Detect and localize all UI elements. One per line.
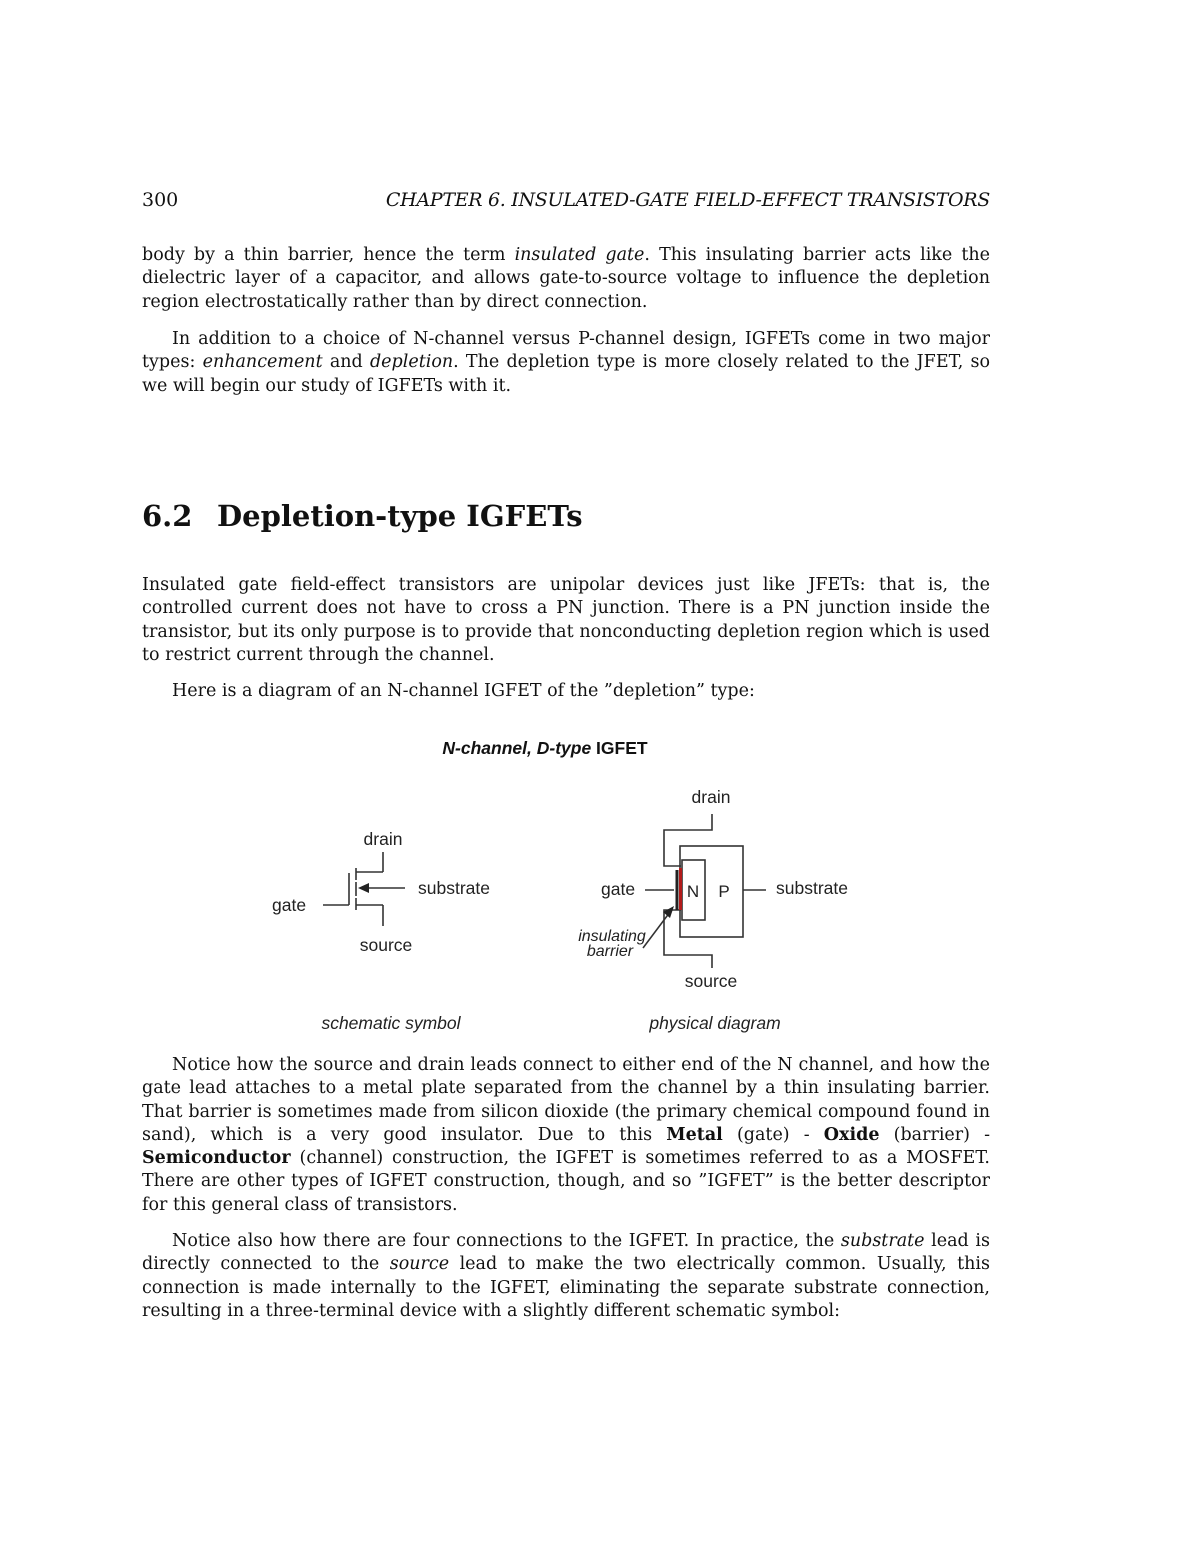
- intro-paragraph-1: body by a thin barrier, hence the term insulated gate. This insulating barrier acts like the dielectric layer of a capacitor, and allows gate-to-source voltage to influence the depletion region electrostatically rather than by direct connection.: [142, 245, 990, 312]
- barrier-label: barrier: [586, 943, 634, 960]
- body-paragraph-4: Notice also how there are four connections to the IGFET. In practice, the substrate lead is directly connected to the source lead to make the two electrically common. Usually, this connection is made internally to the IGFET, eliminating the separate substrate connection, resulting in a three-terminal device with a slightly different schematic symbol:: [142, 1231, 990, 1321]
- schematic-arrow-icon: [358, 883, 369, 893]
- term-substrate: substrate: [840, 1231, 925, 1251]
- schematic-caption: schematic symbol: [321, 1013, 461, 1033]
- p-region-label: P: [718, 882, 730, 901]
- term-depletion: depletion: [369, 352, 454, 373]
- section-title-text: Depletion-type IGFETs: [217, 499, 583, 533]
- physical-gate-label: gate: [601, 879, 636, 899]
- schematic-gate-label: gate: [272, 895, 307, 915]
- physical-caption: physical diagram: [649, 1013, 781, 1033]
- schematic-source-label: source: [359, 935, 413, 955]
- physical-source-label: source: [684, 971, 738, 991]
- insulating-label: insulating: [578, 928, 646, 945]
- body-paragraph-2: Here is a diagram of an N-channel IGFET of the ”depletion” type:: [172, 681, 755, 701]
- mos-semiconductor: Semiconductor: [142, 1148, 291, 1169]
- physical-diagram: [643, 814, 766, 968]
- schematic-symbol: [323, 852, 405, 926]
- schematic-substrate-label: substrate: [418, 878, 490, 898]
- term-source: source: [389, 1254, 450, 1275]
- intro-paragraph-2: In addition to a choice of N-channel versus P-channel design, IGFETs come in two major types: enhancement and depletion. The depletion type is more closely related to the JFET, so we will begin our study of IGFETs with it.: [142, 329, 990, 396]
- term-insulated-gate: insulated gate: [514, 245, 645, 265]
- figure-title: N-channel, D-type IGFET: [442, 738, 648, 758]
- physical-substrate-label: substrate: [776, 878, 848, 898]
- section-number: 6.2: [142, 499, 193, 533]
- body-paragraph-1: Insulated gate field-effect transistors are unipolar devices just like JFETs: that is, the controlled current does not have to cross a PN junction. There is a PN junction inside the transistor, but its only purpose is to provide that nonconducting depletion region which is used to restrict current through the channel.: [142, 575, 990, 665]
- barrier-pointer-line: [643, 912, 670, 948]
- running-title: CHAPTER 6. INSULATED-GATE FIELD-EFFECT TRANSISTORS: [385, 189, 990, 211]
- n-region-label: N: [686, 882, 700, 901]
- term-enhancement: enhancement: [202, 352, 323, 373]
- physical-drain-label: drain: [691, 787, 731, 807]
- page-number: 300: [142, 189, 179, 211]
- body-paragraph-3: Notice how the source and drain leads connect to either end of the N channel, and how the gate lead attaches to a metal plate separated from the channel by a thin insulating barrier. That barrier is sometimes made from silicon dioxide (the primary chemical compound found in sand), which is a very good insulator. Due to this Metal (gate) - Oxide (barrier) - Semiconductor (channel) construction, the IGFET is sometimes referred to as a MOSFET. There are other types of IGFET construction, though, and so ”IGFET” is the better descriptor for this general class of transistors.: [142, 1055, 990, 1215]
- physical-drain-lead: [664, 814, 712, 866]
- mos-metal: Metal: [666, 1124, 723, 1145]
- schematic-drain-label: drain: [363, 829, 403, 849]
- mos-oxide: Oxide: [823, 1124, 880, 1145]
